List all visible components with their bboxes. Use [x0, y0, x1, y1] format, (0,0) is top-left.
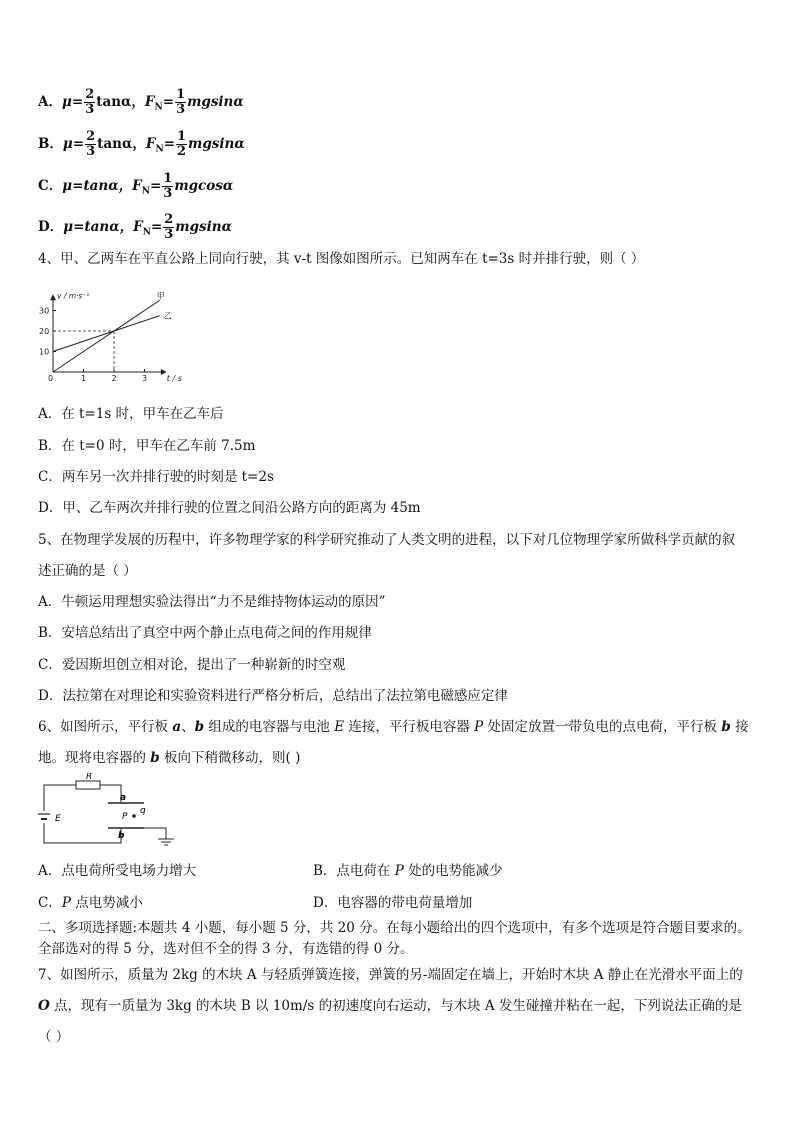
point-charge-p: [132, 814, 136, 818]
q4-stem: 4、甲、乙两车在平直公路上同向行驶，其 v-t 图像如图所示。已知两车在 t=3s 时并排行驶，则（ ）: [38, 251, 645, 267]
x-axis-label: t / s: [166, 374, 182, 383]
q5-option-b: B．安培总结出了真空中两个静止点电荷之间的作用规律: [38, 625, 372, 641]
q7-line3: （ ）: [38, 1029, 70, 1045]
q5-stem-line2: 述正确的是（ ）: [38, 563, 137, 579]
q5-option-d: D．法拉第在对理论和实验资料进行严格分析后，总结出了法拉第电磁感应定律: [38, 688, 508, 704]
label-b: b: [118, 831, 125, 841]
q5-stem-line1: 5、在物理学发展的历程中，许多物理学家的科学研究推动了人类文明的进程，以下对几位物理学家所做科学贡献的叙: [38, 532, 736, 548]
q7-line1: 7、如图所示，质量为 2kg 的木块 A 与轻质弹簧连接，弹簧的另-端固定在墙上，开始时木块 A 静止在光滑水平面上的: [38, 967, 743, 983]
q4-option-c: C．两车另一次并排行驶的时刻是 t=2s: [38, 469, 274, 485]
y-axis-arrow: [50, 294, 56, 300]
q7-line2: O 点，现有一质量为 3kg 的木块 B 以 10m/s 的初速度向右运动，与木块 A 发生碰撞并粘在一起，下列说法正确的是: [38, 998, 742, 1014]
vt-chart: [36, 280, 186, 390]
label-a: a: [120, 793, 127, 803]
y-tick-label: 10: [39, 347, 50, 357]
label-r: R: [86, 773, 93, 782]
y-axis-label: v / m·s⁻¹: [57, 291, 90, 301]
label-q: q: [140, 806, 146, 816]
q5-option-a: A．牛顿运用理想实验法得出“力不是维持物体运动的原因”: [38, 594, 386, 610]
q6-option-b: B．点电荷在 P 处的电势能减少: [313, 863, 503, 879]
q6-option-d: D．电容器的带电荷量增加: [313, 895, 473, 911]
label-p: P: [122, 812, 128, 822]
x-tick-label: 3: [142, 374, 148, 383]
series-line-yi: [53, 316, 160, 352]
q6-stem-line1: 6、如图所示，平行板 a、b 组成的电容器与电池 E 连接，平行板电容器 P 处固定放置一带负电的点电荷，平行板 b 接: [38, 719, 749, 735]
q4-option-d: D．甲、乙车两次并排行驶的位置之间沿公路方向的距离为 45m: [38, 500, 421, 516]
section2-line2: 全部选对的得 5 分，选对但不全的得 3 分，有选错的得 0 分。: [38, 941, 414, 957]
q3-option-a: A．μ= $\frac{2}{3}$ tanα，$F_N=$ $\frac{1}{3}$ mgsinα: [38, 87, 244, 117]
q3-option-d: D．μ=tanα，$F_N=$ $\frac{2}{3}$ mgsinα: [38, 212, 232, 242]
q5-option-c: C．爱因斯坦创立相对论，提出了一种崭新的时空观: [38, 657, 346, 673]
series-line-jia: [53, 300, 160, 372]
circuit-diagram: [36, 773, 186, 853]
resistor-r: [76, 781, 100, 789]
series-label-yi: 乙: [163, 311, 172, 321]
q4-option-a: A．在 t=1s 时，甲车在乙车后: [38, 406, 224, 422]
label-e: E: [55, 814, 61, 824]
x-tick-label: 2: [111, 374, 117, 383]
q4-option-b: B．在 t=0 时，甲车在乙车前 7.5m: [38, 438, 256, 454]
y-tick-label: 20: [39, 327, 50, 336]
q6-stem-line2: 地。现将电容器的 b 板向下稍微移动，则( ): [38, 750, 301, 766]
section2-line1: 二、多项选择题:本题共 4 小题，每小题 5 分，共 20 分。在每小题给出的四个选项中，有多个选项是符合题目要求的。: [38, 920, 751, 936]
y-tick-label: 30: [39, 306, 50, 316]
x-tick-label: 1: [81, 374, 87, 383]
q3-option-c: C．μ=tanα，$F_N=$ $\frac{1}{3}$ mgcosα: [38, 171, 234, 201]
series-label-jia: 甲: [156, 291, 165, 301]
q6-option-a: A．点电荷所受电场力增大: [38, 863, 197, 879]
q3-option-b: B．μ= $\frac{2}{3}$ tanα，$F_N=$ $\frac{1}{2}$ mgsinα: [38, 129, 245, 159]
q6-option-c: C．P 点电势减小: [38, 895, 143, 911]
x-tick-label: 0: [48, 374, 54, 383]
